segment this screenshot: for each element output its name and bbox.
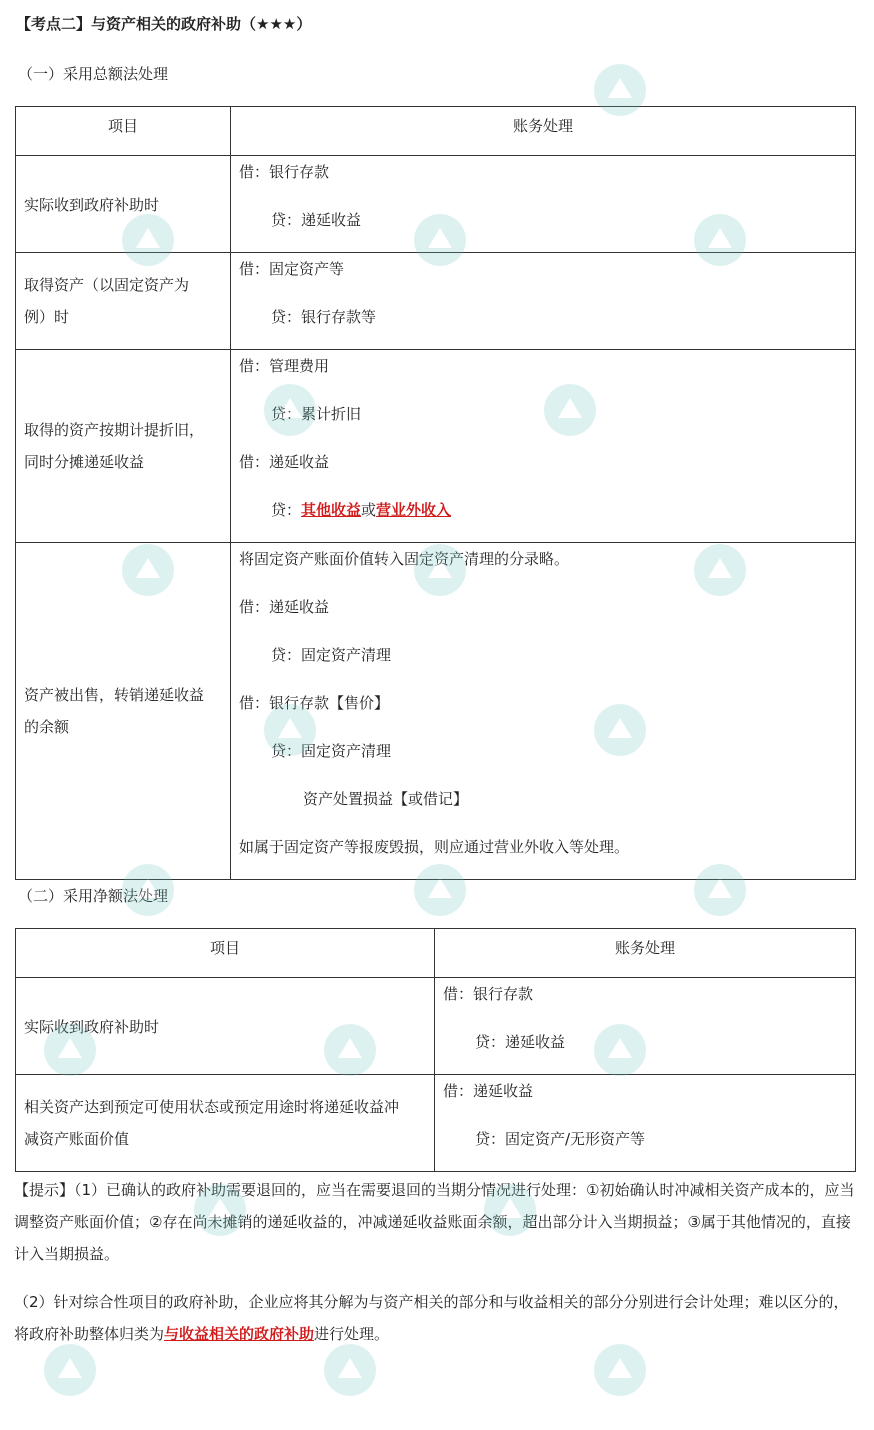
row-item: 取得资产（以固定资产为	[24, 276, 190, 294]
entry-line: 借：递延收益	[443, 1082, 534, 1100]
tip2-text-a: （2）针对综合性项目的政府补助，企业应将其分解为与资产相关的部分和与收益相关的部分分别进行会计处理；难以区分的，将政府补助整体归类为	[14, 1293, 849, 1343]
entry-line: 借：银行存款【售价】	[239, 694, 390, 712]
entry-line: 借：递延收益	[239, 453, 330, 471]
entry-line: 借：固定资产等	[239, 260, 345, 278]
tip-paragraph-2	[14, 1286, 860, 1350]
table-row	[16, 1075, 856, 1172]
col-header-item: 项目	[16, 107, 231, 156]
entry-line: 借：管理费用	[239, 357, 330, 375]
net-method-table	[15, 928, 856, 1172]
row-item: 例）时	[24, 308, 70, 326]
col-header-account: 账务处理	[435, 929, 856, 978]
section-heading-gross: （一）采用总额法处理	[18, 65, 169, 83]
entry-line: 贷：固定资产清理	[271, 646, 392, 664]
table-row	[16, 253, 856, 350]
gross-method-table	[15, 106, 856, 880]
row-item: 同时分摊递延收益	[24, 453, 145, 471]
col-header-account: 账务处理	[231, 107, 856, 156]
entry-line: 借：银行存款	[239, 163, 330, 181]
entry-line: 资产处置损益【或借记】	[303, 790, 469, 808]
entry-line: 贷：银行存款等	[271, 308, 377, 326]
entry-line: 贷：累计折旧	[271, 405, 362, 423]
entry-conjunction: 或	[361, 501, 377, 519]
entry-line: 如属于固定资产等报废毁损，则应通过营业外收入等处理。	[239, 838, 630, 856]
tip-paragraph-1: 【提示】（1）已确认的政府补助需要退回的，应当在需要退回的当期分情况进行处理：①初始确认时冲减相关资产成本的，应当调整资产账面价值；②存在尚未摊销的递延收益的，冲减递延收益账面余额，超出部分计入当期损益；③属于其他情况的，直接计入当期损益。	[14, 1181, 855, 1263]
row-item: 减资产账面价值	[24, 1130, 130, 1148]
table-row	[16, 543, 856, 880]
entry-prefix: 贷：	[271, 501, 302, 519]
table-row	[16, 978, 856, 1075]
entry-line: 贷：固定资产/无形资产等	[475, 1130, 646, 1148]
row-item: 相关资产达到预定可使用状态或预定用途时将递延收益冲	[24, 1098, 400, 1116]
tip2-text-b: 进行处理。	[314, 1325, 390, 1343]
row-item: 资产被出售，转销递延收益	[24, 686, 205, 704]
page-title: 【考点二】与资产相关的政府补助（★★★）	[16, 15, 312, 33]
row-item: 实际收到政府补助时	[16, 156, 231, 253]
entry-line	[239, 498, 847, 522]
row-item: 实际收到政府补助时	[16, 978, 435, 1075]
highlight-other-income: 其他收益	[301, 501, 362, 519]
table-row	[16, 156, 856, 253]
entry-line: 借：递延收益	[239, 598, 330, 616]
entry-line: 贷：固定资产清理	[271, 742, 392, 760]
entry-line: 借：银行存款	[443, 985, 534, 1003]
col-header-item: 项目	[16, 929, 435, 978]
entry-line: 贷：递延收益	[271, 211, 362, 229]
entry-line: 将固定资产账面价值转入固定资产清理的分录略。	[239, 550, 570, 568]
table-row	[16, 350, 856, 543]
row-item: 取得的资产按期计提折旧，	[24, 421, 205, 439]
highlight-income-related-subsidy: 与收益相关的政府补助	[164, 1325, 315, 1343]
highlight-non-operating-income: 营业外收入	[376, 501, 452, 519]
entry-line: 贷：递延收益	[475, 1033, 566, 1051]
row-item: 的余额	[24, 718, 70, 736]
section-heading-net: （二）采用净额法处理	[18, 887, 169, 905]
